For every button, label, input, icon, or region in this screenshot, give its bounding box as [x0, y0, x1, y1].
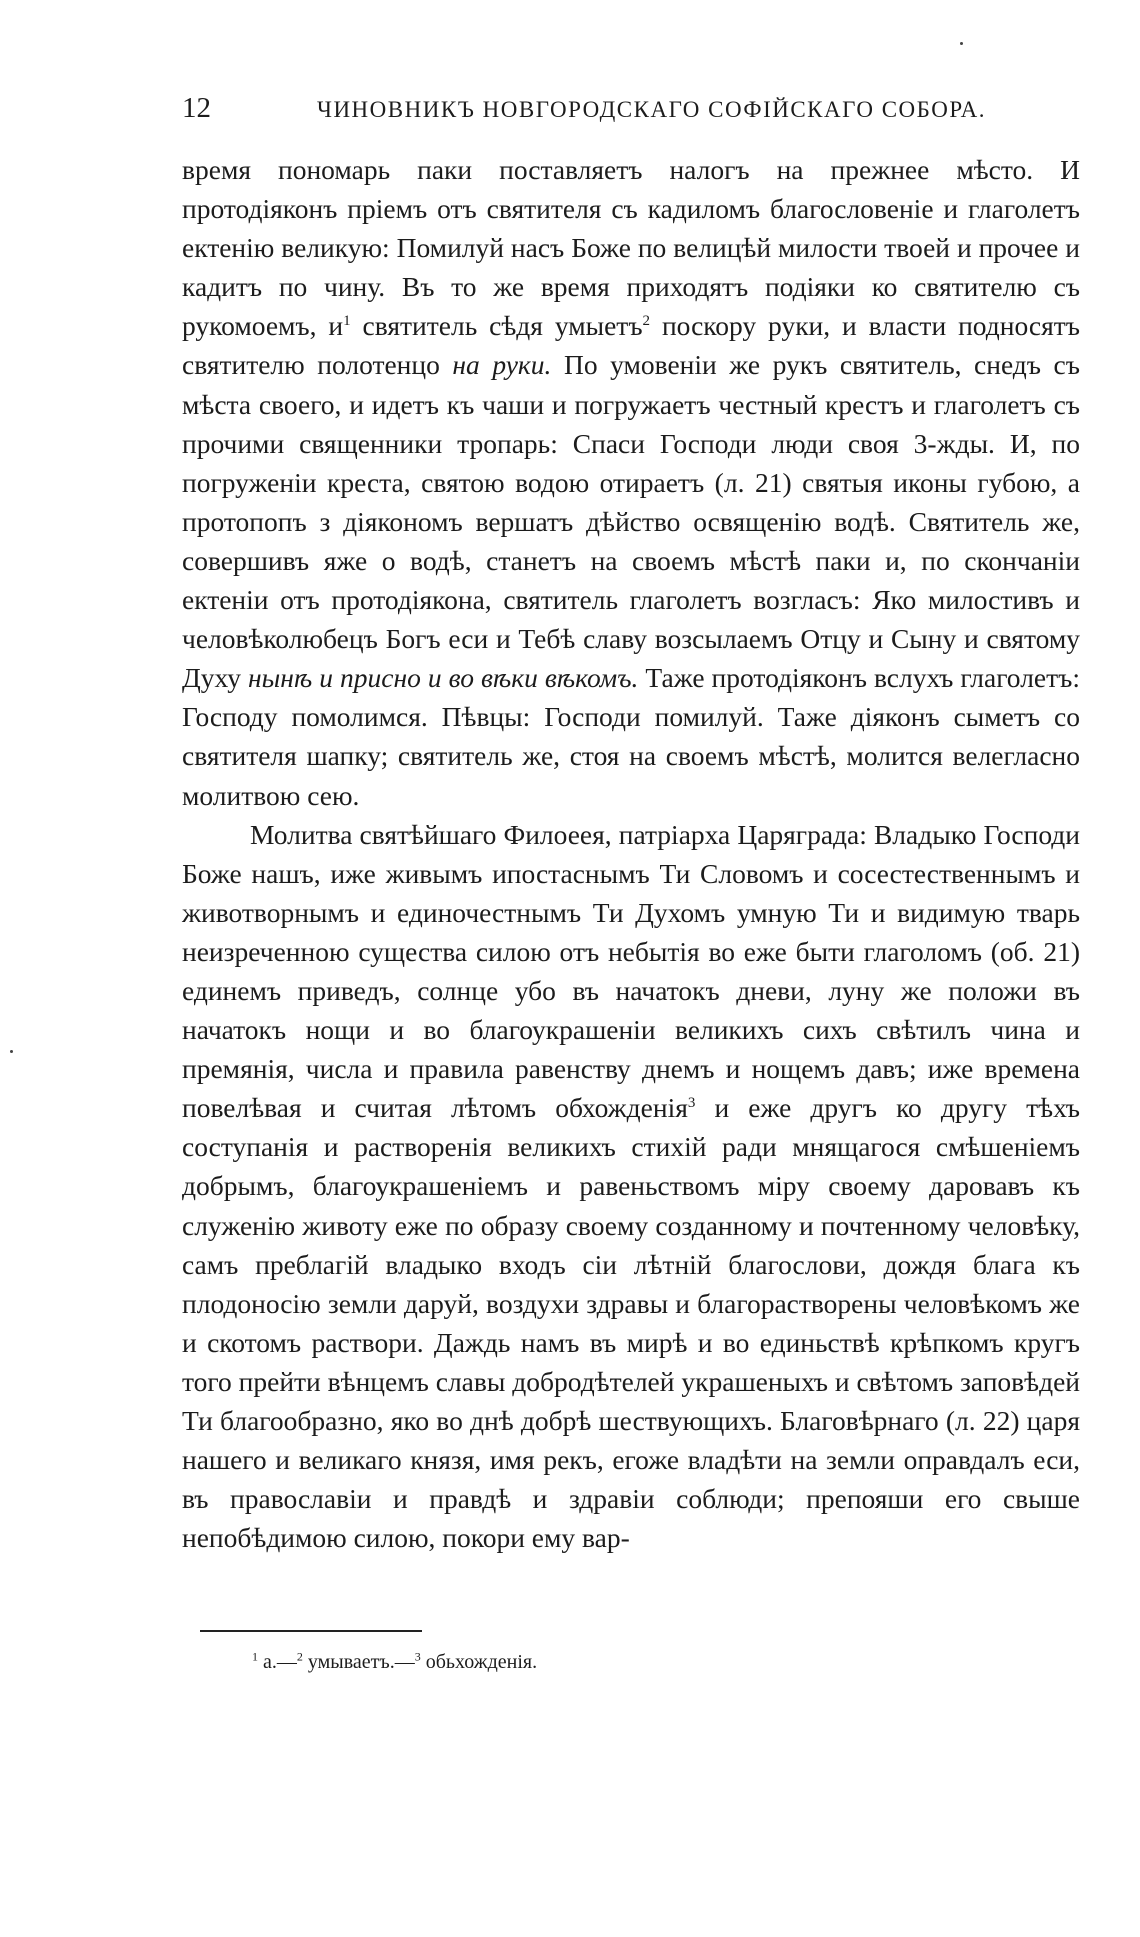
footnote-ref-3: 3 — [687, 1095, 696, 1112]
paragraph-2 — [182, 815, 1080, 1558]
footnote-text-3: обьхожденія. — [420, 1651, 538, 1673]
footnote-mark-3: 3 — [414, 1649, 421, 1664]
text-run: По умовеніи же рукъ святитель, снедъ съ мѣста своего, и идетъ къ чаши и погружаетъ честный крестъ и глаголетъ съ прочими священники тропарь: Спаси Господи люди своя 3-жды. И, по погруженіи креста, святою водою отираетъ (л. 21) святыя иконы губою, а протопопъ з діякономъ вершатъ дѣйство освященію водѣ. Святитель же, совершивъ яже о водѣ, станетъ на своемъ мѣстѣ паки и, по скончаніи ектеніи отъ протодіякона, святитель глаголетъ возгласъ: Яко милостивъ и человѣколюбецъ Богъ еси и Тебѣ славу возсылаемъ Отцу и Сыну и святому Духу — [182, 349, 1080, 694]
text-run: время пономарь паки поставляетъ налогъ на прежнее мѣсто. И протодіяконъ пріемъ отъ святителя съ кадиломъ благословеніе и глаголетъ ектенію великую: Помилуй насъ Боже по велицѣй милости твоей и прочее и кадитъ по чину. Въ то же время приходятъ подіяки ко святителю съ рукомоемъ, и — [182, 154, 1080, 342]
footnotes — [252, 1647, 952, 1677]
page-header — [182, 92, 1080, 136]
text-run: поскору руки, и власти подносятъ святителю полотенцо — [182, 310, 1080, 381]
paragraph-1 — [182, 150, 1080, 815]
running-title: ЧИНОВНИКЪ НОВГОРОДСКАГО СОФІЙСКАГО СОБОРА. — [317, 97, 987, 122]
footnote-ref-2: 2 — [642, 313, 651, 330]
scan-speck — [960, 42, 963, 45]
text-run: Таже протодіяконъ вслухъ глаголетъ: Господу помолимся. Пѣвцы: Господи помилуй. Таже діяконъ сыметъ со святителя шапку; святитель же, стоя на своемъ мѣстѣ, молится велегласно молитвою сею. — [182, 662, 1081, 811]
footnote-text-1: а.— — [258, 1651, 297, 1673]
footnote-divider — [200, 1630, 422, 1632]
italic-phrase: нынѣ и присно и во вѣки вѣкомъ. — [247, 662, 639, 694]
page-number: 12 — [182, 92, 211, 124]
text-run: Молитва святѣйшаго Филоеея, патріарха Царяграда: Владыко Господи Боже нашъ, иже живымъ ипостаснымъ Ти Словомъ и сосестественнымъ и животворнымъ и единочестнымъ Ти Духомъ умную Ти и видимую тварь неизреченною существа силою отъ небытія во еже быти глаголомъ (об. 21) единемъ приведъ, солнце убо въ начатокъ дневи, луну же положи въ начатокъ нощи и во благоукрашеніи великихъ сихъ свѣтилъ чина и премянія, числа и правила равенству днемъ и нощемъ давъ; иже времена повелѣвая и считая лѣтомъ обхожденія — [182, 818, 1080, 1124]
footnote-ref-1: 1 — [343, 313, 351, 330]
scan-speck — [10, 1050, 13, 1053]
footnote-mark-2: 2 — [296, 1649, 303, 1664]
footnote-mark-1: 1 — [252, 1649, 258, 1664]
footnote-text-2: умываетъ.— — [302, 1651, 415, 1673]
text-run: и еже другъ ко другу тѣхъ соступанія и растворенія великихъ стихій ради мнящагося смѣшеніемъ добрымъ, благоукрашеніемъ и равеньствомъ міру своему даровавъ къ служенію животу еже по образу своему созданному и почтенному человѣку, самъ преблагій владыко входъ сіи лѣтній благослови, дождя блага къ плодоносію земли даруй, воздухи здравы и благорастворены человѣкомъ же и скотомъ раствори. Даждь намъ въ мирѣ и во единьствѣ крѣпкомъ кругъ того прейти вѣнцемъ славы добродѣтелей украшеныхъ и свѣтомъ заповѣдей Ти благообразно, яко во днѣ добрѣ шествующихъ. Благовѣрнаго (л. 22) царя нашего и великаго князя, имя рекъ, егоже владѣти на земли оправдалъ еси, въ православіи и правдѣ и здравіи соблюди; препояши его свыше непобѣдимою силою, покори ему вар- — [182, 1092, 1080, 1554]
italic-phrase: на руки. — [452, 349, 552, 381]
text-run: святитель сѣдя умыетъ — [350, 310, 643, 342]
main-text — [182, 150, 1080, 1557]
